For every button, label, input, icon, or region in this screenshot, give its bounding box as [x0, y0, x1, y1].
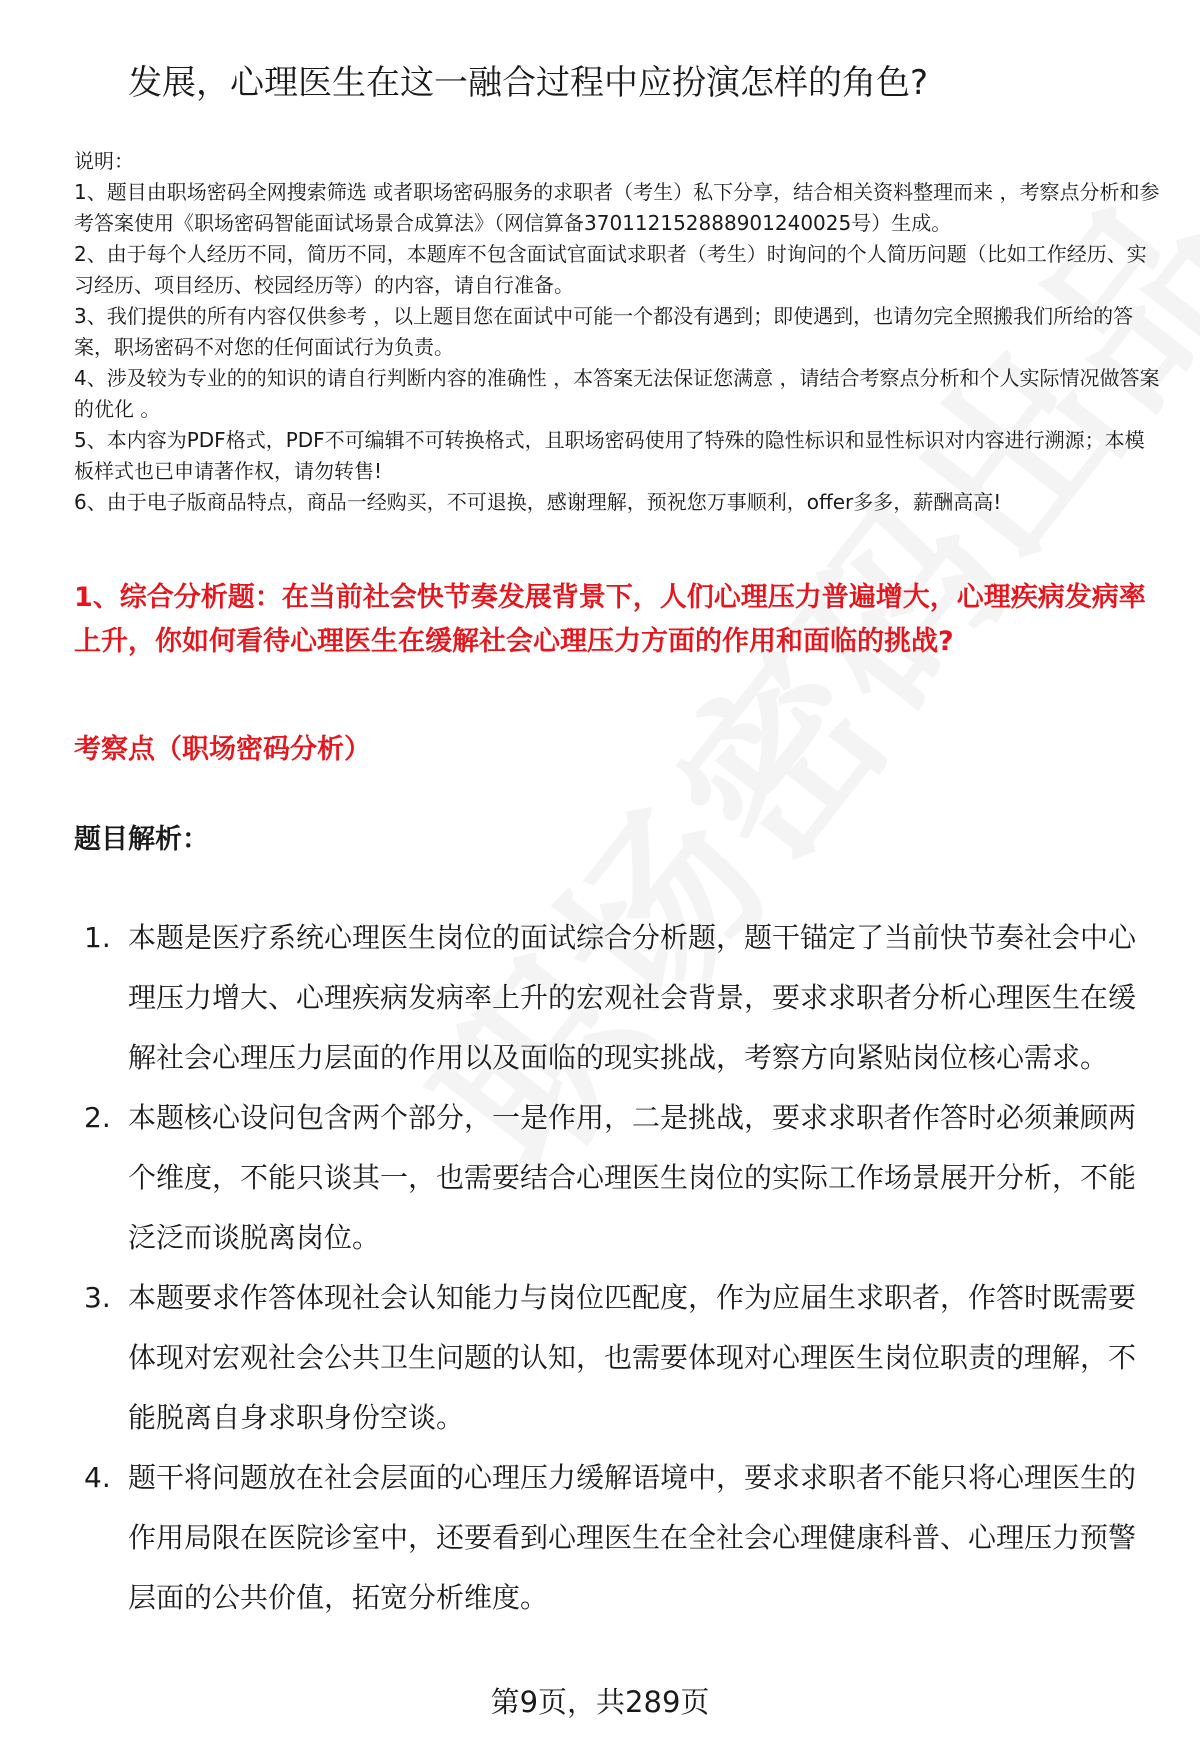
analysis-item	[74, 908, 1154, 1088]
analysis-item-number: 2.	[84, 1101, 111, 1134]
analysis-item-text: 本题要求作答体现社会认知能力与岗位匹配度，作为应届生求职者，作答时既需要体现对宏观社会公共卫生问题的认知，也需要体现对心理医生岗位职责的理解，不能脱离自身求职身份空谈。	[128, 1281, 1137, 1434]
examination-points-heading: 考察点（职场密码分析）	[74, 734, 371, 765]
note-item: 3、我们提供的所有内容仅供参考 ，以上题目您在面试中可能一个都没有遇到；即使遇到，也请勿完全照搬我们所给的答案，职场密码不对您的任何面试行为负责。	[74, 304, 1134, 359]
page-number: 第9页，共289页	[490, 1685, 710, 1719]
continued-question-text: 发展，心理医生在这一融合过程中应扮演怎样的角色?	[128, 63, 929, 103]
analysis-item-text: 本题是医疗系统心理医生岗位的面试综合分析题，题干锚定了当前快节奏社会中心理压力增大、心理疾病发病率上升的宏观社会背景，要求求职者分析心理医生在缓解社会心理压力层面的作用以及面临的现实挑战，考察方向紧贴岗位核心需求。	[128, 921, 1137, 1074]
analysis-item	[74, 1448, 1154, 1628]
analysis-item-number: 1.	[84, 921, 111, 954]
analysis-item-text: 题干将问题放在社会层面的心理压力缓解语境中，要求求职者不能只将心理医生的作用局限在医院诊室中，还要看到心理医生在全社会心理健康科普、心理压力预警层面的公共价值，拓宽分析维度。	[128, 1461, 1137, 1614]
analysis-item	[74, 1268, 1154, 1448]
analysis-list	[74, 908, 1154, 1628]
analysis-item-number: 3.	[84, 1281, 111, 1314]
note-item: 5、本内容为PDF格式，PDF不可编辑不可转换格式，且职场密码使用了特殊的隐性标识和显性标识对内容进行溯源；本模板样式也已申请著作权，请勿转售!	[74, 428, 1145, 483]
note-item: 4、涉及较为专业的的知识的请自行判断内容的准确性 ，本答案无法保证您满意 ，请结合考察点分析和个人实际情况做答案的优化 。	[74, 366, 1160, 421]
note-item: 6、由于电子版商品特点，商品一经购买，不可退换，感谢理解，预祝您万事顺利，offer多多，薪酬高高!	[74, 490, 1002, 514]
notes-heading: 说明：	[74, 149, 134, 173]
analysis-item-text: 本题核心设问包含两个部分，一是作用，二是挑战，要求求职者作答时必须兼顾两个维度，不能只谈其一，也需要结合心理医生岗位的实际工作场景展开分析，不能泛泛而谈脱离岗位。	[128, 1101, 1137, 1254]
note-item: 2、由于每个人经历不同，简历不同，本题库不包含面试官面试求职者（考生）时询问的个人简历问题（比如工作经历、实习经历、项目经历、校园经历等）的内容，请自行准备。	[74, 242, 1147, 297]
question-title: 1、综合分析题：在当前社会快节奏发展背景下，人们心理压力普遍增大，心理疾病发病率上升，你如何看待心理医生在缓解社会心理压力方面的作用和面临的挑战?	[74, 582, 1146, 657]
analysis-heading: 题目解析：	[74, 824, 209, 855]
analysis-item	[74, 1088, 1154, 1268]
analysis-item-number: 4.	[84, 1461, 111, 1494]
note-item: 1、题目由职场密码全网搜索筛选 或者职场密码服务的求职者（考生）私下分享，结合相关资料整理而来 ，考察点分析和参考答案使用《职场密码智能面试场景合成算法》（网信算备370112152888901240025号）生成。	[74, 180, 1160, 235]
notes-section	[74, 146, 1160, 518]
